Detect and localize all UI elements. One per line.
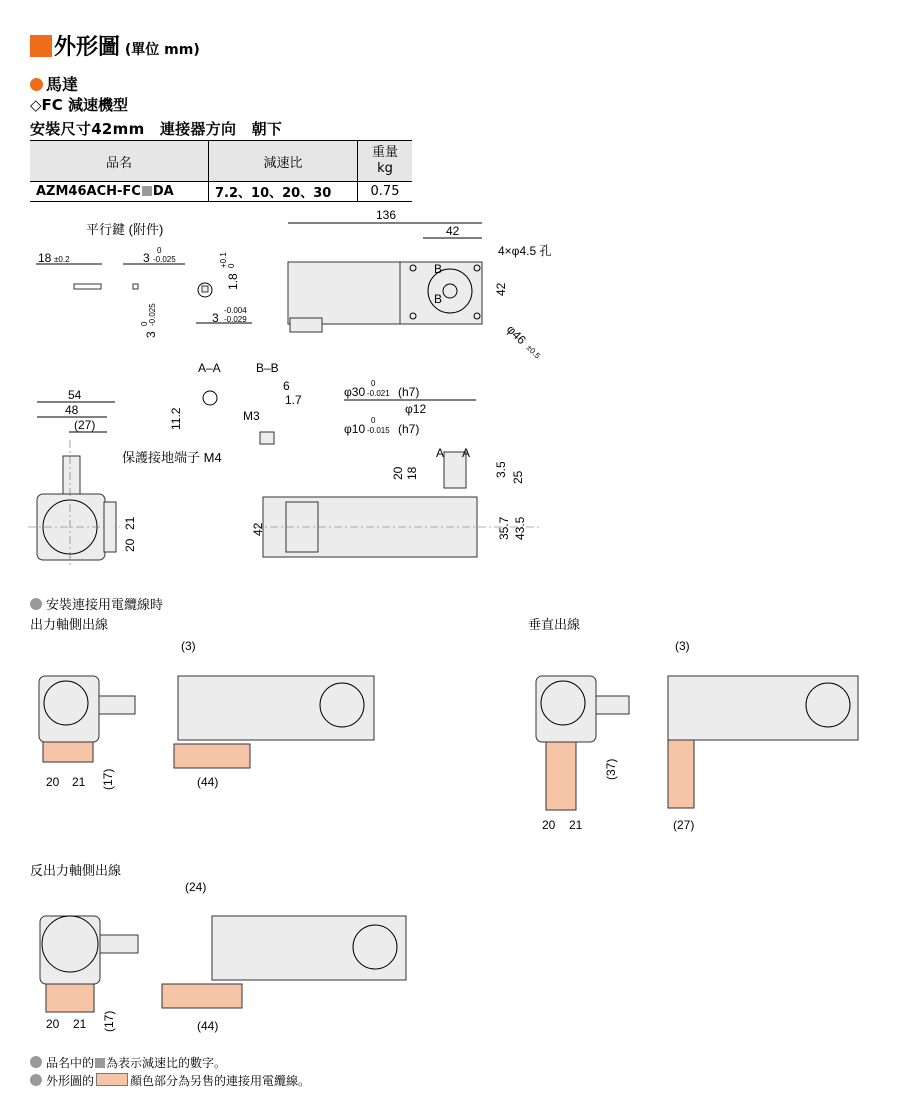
ratio-cell: 7.2、10、20、30 <box>209 182 358 202</box>
svg-text:(44): (44) <box>197 775 219 789</box>
svg-text:35.7: 35.7 <box>497 516 511 540</box>
svg-text:21: 21 <box>73 1017 87 1031</box>
vertical-label: 垂直出線 <box>528 618 581 633</box>
svg-text:21: 21 <box>72 775 86 789</box>
svg-text:M3: M3 <box>243 409 260 423</box>
svg-text:42: 42 <box>446 224 460 238</box>
svg-text:21: 21 <box>569 818 583 832</box>
svg-text:A: A <box>462 446 471 460</box>
col-ratio: 減速比 <box>209 141 358 182</box>
svg-text:-0.004: -0.004 <box>224 306 247 315</box>
svg-text:B: B <box>434 292 443 306</box>
svg-text:20: 20 <box>46 775 60 789</box>
svg-text:-0.025: -0.025 <box>153 255 176 264</box>
section-views <box>169 361 302 444</box>
svg-text:20: 20 <box>46 1017 60 1031</box>
svg-text:42: 42 <box>494 282 508 296</box>
svg-text:(3): (3) <box>181 639 196 653</box>
cable-output-side <box>39 639 374 790</box>
note-1: 品名中的 為表示減速比的數字。 <box>30 1054 226 1071</box>
svg-text:A–A: A–A <box>198 361 221 375</box>
gray-square-icon <box>95 1058 105 1068</box>
svg-text:-0.025: -0.025 <box>148 303 157 326</box>
note-2: 外形圖的 顏色部分為另售的連接用電纜線。 <box>30 1072 310 1089</box>
spec-line: 安裝尺寸42mm 連接器方向 朝下 <box>30 120 283 138</box>
top-view <box>288 208 551 361</box>
svg-text:11.2: 11.2 <box>169 407 183 430</box>
svg-text:0: 0 <box>371 379 376 388</box>
svg-text:1.7: 1.7 <box>285 393 302 407</box>
svg-text:A: A <box>436 446 445 460</box>
svg-text:φ12: φ12 <box>405 402 427 416</box>
svg-text:(44): (44) <box>197 1019 219 1033</box>
gray-dot-icon <box>30 1074 42 1086</box>
svg-text:3: 3 <box>143 251 150 265</box>
svg-text:42: 42 <box>251 522 265 536</box>
svg-text:B: B <box>434 262 443 276</box>
svg-text:54: 54 <box>68 388 82 402</box>
cable-reverse-side <box>40 880 406 1033</box>
parallel-key <box>36 222 252 338</box>
svg-text:3.5: 3.5 <box>494 461 508 478</box>
svg-text:3: 3 <box>212 311 219 325</box>
cable-vertical <box>536 639 858 832</box>
cable-title: 安裝連接用電纜線時 <box>30 594 163 613</box>
svg-text:-0.029: -0.029 <box>224 315 247 324</box>
svg-text:平行鍵 (附件): 平行鍵 (附件) <box>86 222 164 237</box>
svg-text:4×φ4.5 孔: 4×φ4.5 孔 <box>498 244 552 258</box>
svg-text:1.8: 1.8 <box>226 273 240 290</box>
svg-text:18: 18 <box>38 251 52 265</box>
svg-text:(27): (27) <box>74 418 96 432</box>
svg-text:43.5: 43.5 <box>513 516 527 540</box>
model-cell: AZM46ACH-FC DA <box>30 182 209 202</box>
svg-text:20: 20 <box>391 466 405 480</box>
weight-cell: 0.75 <box>358 182 413 202</box>
svg-text:±0.2: ±0.2 <box>54 255 70 264</box>
svg-text:136: 136 <box>376 208 397 222</box>
svg-text:φ10: φ10 <box>344 422 366 436</box>
svg-text:保護接地端子 M4: 保護接地端子 M4 <box>122 450 222 465</box>
svg-text:0: 0 <box>227 263 236 268</box>
svg-text:+0.1: +0.1 <box>219 252 228 268</box>
svg-text:0: 0 <box>157 246 162 255</box>
svg-text:0: 0 <box>371 416 376 425</box>
svg-text:18: 18 <box>405 466 419 480</box>
svg-text:25: 25 <box>511 470 525 484</box>
svg-text:B–B: B–B <box>256 361 279 375</box>
svg-text:21: 21 <box>123 516 137 530</box>
svg-text:(17): (17) <box>101 768 115 790</box>
svg-text:20: 20 <box>542 818 556 832</box>
svg-text:20: 20 <box>123 538 137 552</box>
svg-text:6: 6 <box>283 379 290 393</box>
svg-text:±0.5: ±0.5 <box>524 343 542 361</box>
model-type-heading: ◇FC 減速機型 <box>30 96 129 114</box>
svg-text:3: 3 <box>144 331 158 338</box>
svg-text:(27): (27) <box>673 818 695 832</box>
cable-color-swatch <box>96 1073 128 1086</box>
svg-text:-0.015: -0.015 <box>367 426 390 435</box>
svg-text:0: 0 <box>140 321 149 326</box>
svg-text:(h7): (h7) <box>398 422 420 436</box>
page-title: 外形圖 (單位 mm) <box>30 30 200 61</box>
svg-text:(24): (24) <box>185 880 207 894</box>
reverse-side-label: 反出力軸側出線 <box>30 864 122 879</box>
svg-text:φ30: φ30 <box>344 385 366 399</box>
motor-heading: 馬達 <box>30 72 78 95</box>
output-side-label: 出力軸側出線 <box>30 618 109 633</box>
side-view <box>28 388 222 568</box>
svg-text:(37): (37) <box>604 758 618 780</box>
col-model: 品名 <box>30 141 209 182</box>
svg-text:(h7): (h7) <box>398 385 420 399</box>
col-weight: 重量 kg <box>358 141 413 182</box>
svg-text:-0.021: -0.021 <box>367 389 390 398</box>
svg-text:φ46: φ46 <box>503 322 529 348</box>
gray-dot-icon <box>30 1056 42 1068</box>
svg-text:(17): (17) <box>102 1010 116 1032</box>
gray-dot-icon <box>30 598 42 610</box>
svg-text:48: 48 <box>65 403 79 417</box>
svg-text:(3): (3) <box>675 639 690 653</box>
